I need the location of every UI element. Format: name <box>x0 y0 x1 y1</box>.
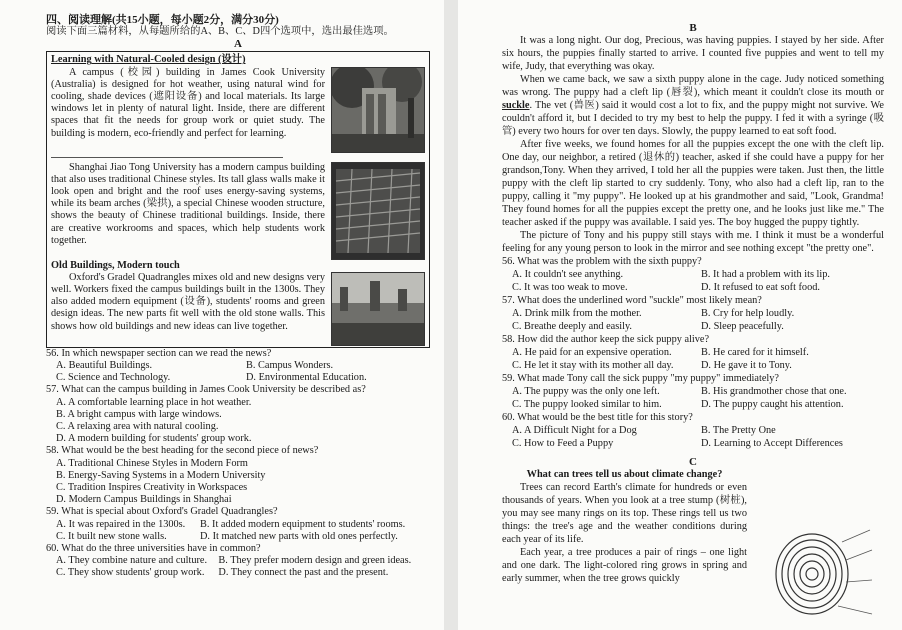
option-a[interactable]: A. A Difficult Night for a Dog <box>512 425 637 436</box>
option-b[interactable]: B. It added modern equipment to students' rooms. <box>200 518 406 530</box>
question-stem: 58. How did the author keep the sick puppy alive? <box>502 334 710 345</box>
section-instruction: 阅读下面三篇材料，从每题所给的A、B、C、D四个选项中，选出最佳选项。 <box>46 26 394 38</box>
oxford-quadrangles-photo <box>331 272 425 346</box>
option-c[interactable]: C. It was too weak to move. <box>512 282 628 293</box>
option-b[interactable]: B. He cared for it himself. <box>701 347 809 358</box>
option-d[interactable]: D. A modern building for students' group work. <box>56 433 252 445</box>
option-c[interactable]: C. They show students' group work. <box>56 567 205 579</box>
left-questions <box>46 348 430 580</box>
question-56 <box>502 255 884 294</box>
question-60 <box>46 543 430 580</box>
article-b-para-4: The picture of Tony and his puppy still stays with me. I think it must be a wonderful feeling for any young person to look in the mirror and see nothing except "the pretty one". <box>502 230 884 254</box>
option-a[interactable]: A. Traditional Chinese Styles in Modern Form <box>56 457 248 469</box>
option-a[interactable]: A. The puppy was the only one left. <box>512 386 660 397</box>
question-stem: 59. What made Tony call the sick puppy "my puppy" immediately? <box>502 373 779 384</box>
article-a-para-1: A campus (校园) building in James Cook University (Australia) is designed for hot weather, using natural wind for cooling, shade devices (遮阳设备) and local materials. Its large windows let in plenty of natural light. Inside, there are different spaces that fit the needs for group work or quiet study. The building is modern, eco-friendly and perfect for learning. <box>51 66 325 139</box>
question-59 <box>46 506 430 543</box>
article-c-body <box>502 468 747 585</box>
option-a[interactable]: A. Drink milk from the mother. <box>512 308 642 319</box>
option-d[interactable]: D. The puppy caught his attention. <box>701 399 844 410</box>
option-c[interactable]: C. The puppy looked similar to him. <box>512 399 662 410</box>
left-page <box>0 0 444 630</box>
option-d[interactable]: D. He gave it to Tony. <box>701 360 792 371</box>
option-c[interactable]: C. Science and Technology. <box>56 372 171 384</box>
option-b[interactable]: B. Cry for help loudly. <box>701 308 795 319</box>
shanghai-jiao-tong-photo <box>331 162 425 260</box>
option-d[interactable]: D. They connect the past and the present. <box>218 567 389 579</box>
article-c-para-2: Each year, a tree produces a pair of rings – one light and one dark. The light-colored ring grows in spring and early summer, when the tree grows quickly <box>502 547 747 584</box>
right-questions <box>502 255 884 450</box>
tree-rings-illustration <box>772 522 884 622</box>
option-a[interactable]: A. A comfortable learning place in hot weather. <box>56 396 252 408</box>
option-c[interactable]: C. A relaxing area with natural cooling. <box>56 421 219 433</box>
article-b-para-2: When we came back, we saw a sixth puppy alone in the cage. Judy noticed something was wrong. The puppy had a cleft lip (唇裂), which meant it couldn't close its mouth or suckle. The vet (兽医) said it would cost a lot to fix, and the puppy might not survive. We couldn't afford it, but I decided to try my best to help the puppy. I fed it with a syringe (吸管) every two hours for over ten days. Slowly, the puppy learned to eat soft food. <box>502 74 884 137</box>
option-c[interactable]: C. How to Feed a Puppy <box>512 438 614 449</box>
option-d[interactable]: D. It matched new parts with old ones perfectly. <box>200 530 398 542</box>
question-stem: 57. What does the underlined word "suckle" most likely mean? <box>502 295 762 306</box>
option-b[interactable]: B. It had a problem with its lip. <box>701 269 830 280</box>
option-b[interactable]: B. Campus Wonders. <box>246 360 334 372</box>
option-d[interactable]: D. Learning to Accept Differences <box>701 438 843 449</box>
part-b-label: B <box>689 22 697 34</box>
option-c[interactable]: C. It built new stone walls. <box>56 530 167 542</box>
article-c-title: What can trees tell us about climate change? <box>526 469 723 480</box>
option-c[interactable]: C. Tradition Inspires Creativity in Workspaces <box>56 482 248 494</box>
question-57 <box>46 384 430 445</box>
question-stem: 60. What would be the best title for this story? <box>502 412 693 423</box>
james-cook-building-photo <box>331 67 425 153</box>
option-c[interactable]: C. He let it stay with its mother all day. <box>512 360 674 371</box>
option-a[interactable]: A. He paid for an expensive operation. <box>512 347 672 358</box>
option-b[interactable]: B. His grandmother chose that one. <box>701 386 847 397</box>
article-c-para-1: Trees can record Earth's climate for hundreds or even thousands of years. When you look at a tree stump (树桩), you may see many rings on its top. These rings tell us two things: the tree's age and the weather conditions during each year of its life. <box>502 482 747 545</box>
article-a-para-2: Shanghai Jiao Tong University has a modern campus building that also uses traditional Chinese styles. Its tall glass walls make it look open and bright and the roof uses energy-saving systems, while its beam arches (梁拱), a special Chinese wooden structure, shows the beauty of Chinese traditional buildings. Inside, there are creative workrooms and spaces, which help students work together. <box>51 161 325 246</box>
option-a[interactable]: A. It couldn't see anything. <box>512 269 624 280</box>
option-a[interactable]: A. Beautiful Buildings. <box>56 360 153 372</box>
option-a[interactable]: A. They combine nature and culture. <box>56 555 208 567</box>
question-56 <box>46 348 430 385</box>
article-a-para-3: Oxford's Gradel Quadrangles mixes old and new designs very well. Workers fixed the campus buildings built in the 1300s. They also added modern equipment (设备), students' rooms and green design ideas. The new parts fit well with the old stone walls. This shows how old buildings and new ideas can live together. <box>51 271 325 332</box>
section-title: 四、阅读理解(共15小题，每小题2分，满分30分) <box>46 14 279 26</box>
right-page <box>458 0 902 630</box>
option-b[interactable]: B. Energy-Saving Systems in a Modern University <box>56 469 266 481</box>
question-stem: 56. What was the problem with the sixth puppy? <box>502 256 702 267</box>
option-b[interactable]: B. They prefer modern design and green ideas. <box>218 555 412 567</box>
part-a-label: A <box>234 38 242 51</box>
underlined-word-suckle: suckle <box>502 100 530 111</box>
option-b[interactable]: B. The Pretty One <box>701 425 776 436</box>
article-a-headline-2: Old Buildings, Modern touch <box>51 259 180 271</box>
question-stem: 58. What would be the best heading for the second piece of news? <box>46 445 319 457</box>
question-58 <box>46 445 430 506</box>
page-gutter <box>444 0 458 630</box>
article-a-box <box>46 51 430 347</box>
question-stem: 59. What is special about Oxford's Gradel Quadrangles? <box>46 506 278 518</box>
option-d[interactable]: D. It refused to eat soft food. <box>701 282 820 293</box>
option-d[interactable]: D. Modern Campus Buildings in Shanghai <box>56 494 232 506</box>
option-b[interactable]: B. A bright campus with large windows. <box>56 408 222 420</box>
question-58 <box>502 333 884 372</box>
option-d[interactable]: D. Environmental Education. <box>246 372 367 384</box>
article-b-para-3: After five weeks, we found homes for all the puppies except the one with the cleft lip. One day, our neighbor, a retired (退休的) teacher, asked if she could have a puppy for her grandson,Tony. When they arrived, I told her all the puppies were taken. Just then, the little puppy with the cleft lip started to cry suddenly. Tony, who also had a cleft lip, ran to the puppy, calling it "my puppy". He looked up at his grandmother and said, "Look, Grandma! They found homes for all the puppies except the pretty one, and he looks just like me." The teacher asked if the puppy was available. I said yes. The boy hugged the puppy tightly. <box>502 139 884 228</box>
part-c-label: C <box>689 456 697 468</box>
option-c[interactable]: C. Breathe deeply and easily. <box>512 321 632 332</box>
question-stem: 57. What can the campus building in James Cook University be described as? <box>46 384 366 396</box>
article-b-para-1: It was a long night. Our dog, Precious, was having puppies. I stayed by her side. After six hours, the puppies finally started to arrive. I counted five puppies and went to tell my wife, Judy, that everything was okay. <box>502 35 884 72</box>
option-d[interactable]: D. Sleep peacefully. <box>701 321 784 332</box>
question-stem: 56. In which newspaper section can we read the news? <box>46 347 272 359</box>
article-divider <box>51 157 283 158</box>
option-a[interactable]: A. It was repaired in the 1300s. <box>56 518 186 530</box>
article-a-headline-1: Learning with Natural-Cooled design (设计) <box>51 54 246 66</box>
question-60 <box>502 411 884 450</box>
question-57 <box>502 294 884 333</box>
question-59 <box>502 372 884 411</box>
question-stem: 60. What do the three universities have in common? <box>46 543 261 555</box>
